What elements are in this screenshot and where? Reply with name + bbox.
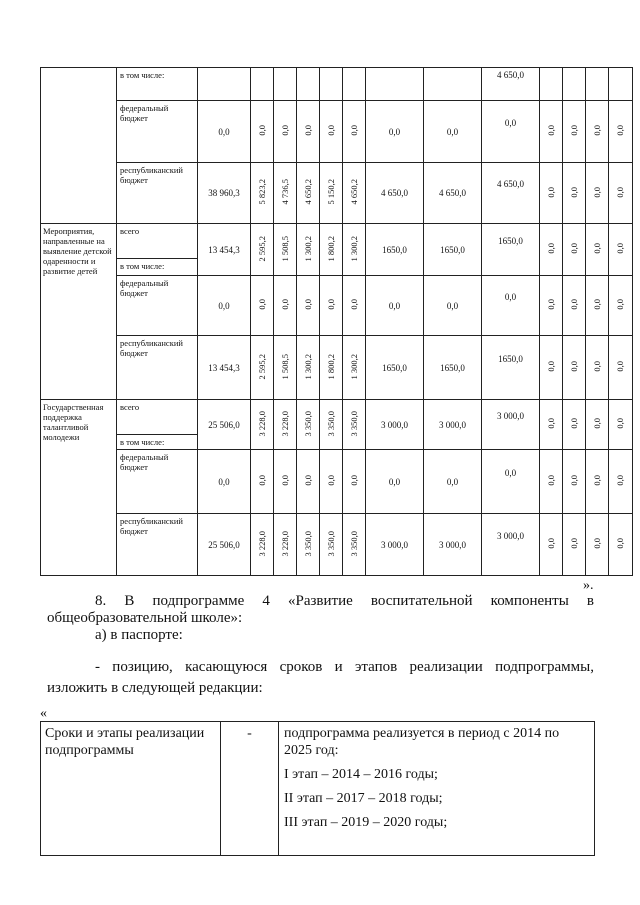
year-cell [540,514,563,576]
year-cell [320,276,343,336]
table-row [41,336,633,400]
year-cell [586,450,609,514]
year-cell [609,224,633,276]
total-value: 0,0 [218,476,230,487]
year-value: 3 350,0 [348,530,359,557]
year-value: 0,0 [615,538,625,549]
year-cell [343,163,366,224]
year-value: 3 228,0 [279,530,290,557]
year-cell [274,101,297,163]
year-cell [366,276,424,336]
year-cell [274,276,297,336]
total-cell [198,450,251,514]
total-cell [198,514,251,576]
year-value: 0,0 [615,125,625,136]
closing-quote: ». [583,578,594,593]
year-cell [482,336,540,400]
year-cell [540,450,563,514]
year-value: 0,0 [348,475,359,486]
year-value: 0,0 [256,125,267,136]
funding-source-cell [117,68,198,101]
year-cell [297,163,320,224]
passport-value-line: III этап – 2019 – 2020 годы; [284,815,448,830]
total-cell [198,336,251,400]
table-row [41,101,633,163]
year-cell [274,450,297,514]
total-cell [198,400,251,450]
year-value: 0,0 [279,299,290,310]
year-value: 0,0 [388,476,401,487]
year-cell [366,450,424,514]
year-cell [343,400,366,450]
year-value: 1 800,2 [325,353,336,380]
funding-source-cell [117,101,198,163]
year-value: 0,0 [279,475,290,486]
program-name-cell [41,400,117,576]
year-value: 1 508,5 [279,353,290,380]
year-value: 3 000,0 [497,410,524,421]
year-value: 3 000,0 [497,530,524,541]
year-cell [563,68,586,101]
year-value: 3 000,0 [439,419,466,430]
year-cell [563,163,586,224]
year-cell [274,514,297,576]
year-cell [482,68,540,101]
year-value: 0,0 [615,299,625,310]
year-value: 0,0 [568,361,579,372]
year-cell [320,514,343,576]
funding-source: всего [117,224,197,259]
year-value: 3 000,0 [439,539,466,550]
year-cell [424,68,482,101]
year-value: 0,0 [568,299,579,310]
funding-source-cell [117,276,198,336]
year-cell [297,514,320,576]
year-value: 0,0 [615,186,625,198]
year-value: 1 508,5 [279,235,290,262]
funding-source-cell [117,224,198,276]
year-value: 0,0 [591,186,602,198]
year-cell [540,224,563,276]
table-row [41,68,633,101]
year-cell [251,101,274,163]
year-cell [251,514,274,576]
year-cell [274,400,297,450]
funding-source-cell [117,514,198,576]
year-value: 0,0 [256,475,267,486]
year-cell [320,450,343,514]
year-cell [482,276,540,336]
year-value: 3 000,0 [381,539,408,550]
year-cell [251,68,274,101]
year-cell [320,68,343,101]
year-cell [424,336,482,400]
year-cell [366,336,424,400]
year-cell [609,163,633,224]
year-value: 0,0 [545,418,556,429]
year-cell [366,68,424,101]
year-cell [586,276,609,336]
funding-source-cell [117,450,198,514]
table-row [41,163,633,224]
table-row [41,224,633,276]
year-cell [343,450,366,514]
year-cell [297,400,320,450]
year-value: 1650,0 [498,235,523,246]
year-value: 1650,0 [498,353,523,364]
year-cell [320,101,343,163]
year-cell [540,163,563,224]
year-cell [609,336,633,400]
year-value: 0,0 [568,475,579,486]
year-cell [424,163,482,224]
year-cell [586,400,609,450]
year-cell [343,224,366,276]
year-cell [540,336,563,400]
budget-table [40,67,633,576]
year-cell [366,514,424,576]
year-value: 0,0 [615,243,625,254]
year-value: 0,0 [504,117,517,128]
year-cell [424,224,482,276]
year-value: 2 595,2 [256,353,267,380]
year-cell [609,101,633,163]
year-value: 0,0 [545,186,556,198]
year-cell [297,336,320,400]
year-cell [609,514,633,576]
year-cell [540,101,563,163]
total-value: 25 506,0 [208,419,240,430]
funding-source: республиканский бюджет [120,165,183,185]
year-value: 0,0 [446,300,459,311]
year-cell [343,276,366,336]
year-cell [609,400,633,450]
table-row [41,450,633,514]
total-value: 13 454,3 [208,362,240,373]
year-value: 0,0 [545,538,556,549]
year-value: 4 736,5 [279,179,290,205]
funding-source: федеральный бюджет [120,103,169,123]
year-value: 0,0 [591,418,602,429]
year-value: 1650,0 [382,244,407,255]
year-cell [297,224,320,276]
funding-source: федеральный бюджет [120,278,169,298]
funding-source: республиканский бюджет [120,338,183,358]
table-row [41,514,633,576]
year-value: 0,0 [348,299,359,310]
paragraph-8-line2: общеобразовательной школе»: [47,610,243,626]
year-value: 3 350,0 [348,410,359,437]
year-value: 1 300,2 [348,235,359,262]
position-line2: изложить в следующей редакции: [47,680,263,696]
year-value: 3 350,0 [325,530,336,557]
paragraph-8-line1: 8. В подпрограмме 4 «Развитие воспитательной компоненты в [95,593,594,609]
table-row [41,400,633,450]
year-cell [563,101,586,163]
year-cell [343,101,366,163]
year-cell [320,400,343,450]
year-value: 0,0 [279,125,290,136]
year-cell [424,276,482,336]
year-cell [274,68,297,101]
year-cell [586,68,609,101]
total-value: 38 960,3 [208,188,240,198]
year-cell [563,514,586,576]
year-value: 0,0 [302,299,313,310]
year-cell [320,163,343,224]
funding-source: всего [117,400,197,435]
year-value: 0,0 [446,126,459,137]
year-value: 0,0 [325,475,336,486]
table-row [41,276,633,336]
year-value: 0,0 [591,361,602,372]
year-value: 4 650,2 [348,179,359,205]
year-value: 0,0 [446,476,459,487]
year-cell [586,101,609,163]
funding-source-sub: в том числе: [120,437,165,447]
year-cell [251,450,274,514]
year-value: 4 650,0 [381,188,408,198]
funding-source: федеральный бюджет [120,452,169,472]
year-value: 0,0 [591,125,602,136]
year-value: 0,0 [591,243,602,254]
year-cell [366,224,424,276]
total-value: 0,0 [218,300,230,311]
year-value: 0,0 [615,361,625,372]
total-cell [198,101,251,163]
passport-value-line: II этап – 2017 – 2018 годы; [284,791,443,806]
year-value: 0,0 [545,475,556,486]
total-cell [198,276,251,336]
item-a: а) в паспорте: [95,627,183,643]
total-value: 25 506,0 [208,539,240,550]
funding-source-sub: в том числе: [120,261,165,271]
program-name: Мероприятия, направленные на выявление детской одаренности и развитие детей [43,226,112,276]
year-cell [366,163,424,224]
total-cell [198,163,251,224]
year-cell [563,400,586,450]
year-value: 0,0 [504,291,517,302]
year-cell [343,514,366,576]
year-cell [343,68,366,101]
open-quote: « [40,706,47,721]
year-cell [274,163,297,224]
year-cell [482,400,540,450]
year-value: 0,0 [302,125,313,136]
year-value: 0,0 [545,299,556,310]
program-name: Государственная поддержка талантливой молодежи [43,402,104,442]
funding-source-cell [117,336,198,400]
year-value: 0,0 [615,418,625,429]
year-cell [297,450,320,514]
year-value: 1 300,2 [302,235,313,262]
position-line1: - позицию, касающуюся сроков и этапов реализации подпрограммы, [95,659,594,675]
year-value: 0,0 [545,361,556,372]
year-cell [540,400,563,450]
year-cell [609,276,633,336]
year-value: 3 350,0 [325,410,336,437]
year-cell [297,101,320,163]
year-value: 3 350,0 [302,410,313,437]
year-value: 0,0 [388,126,401,137]
year-cell [343,336,366,400]
year-cell [482,163,540,224]
year-cell [586,514,609,576]
year-value: 0,0 [591,299,602,310]
year-value: 5 823,2 [256,179,267,205]
funding-source-cell [117,163,198,224]
year-value: 0,0 [325,299,336,310]
year-cell [563,276,586,336]
passport-value [279,722,595,856]
year-cell [366,400,424,450]
funding-source-cell [117,400,198,450]
year-cell [586,224,609,276]
year-cell [586,163,609,224]
total-value: 0,0 [218,126,230,137]
funding-source: в том числе: [120,70,165,80]
passport-value-line: I этап – 2014 – 2016 годы; [284,767,438,782]
year-value: 2 595,2 [256,235,267,262]
year-cell [297,68,320,101]
year-cell [297,276,320,336]
year-value: 0,0 [615,475,625,486]
year-cell [424,514,482,576]
year-cell [563,224,586,276]
year-cell [251,224,274,276]
year-value: 5 150,2 [325,179,336,205]
year-cell [251,163,274,224]
passport-table [40,721,595,856]
year-value: 1 300,2 [302,353,313,380]
year-value: 4 650,0 [497,70,524,80]
year-cell [251,276,274,336]
year-cell [609,450,633,514]
year-cell [320,224,343,276]
year-cell [251,336,274,400]
year-value: 0,0 [504,467,517,478]
year-cell [482,450,540,514]
year-cell [540,68,563,101]
year-value: 0,0 [568,186,579,198]
year-value: 0,0 [568,538,579,549]
year-value: 0,0 [256,299,267,310]
program-name-cell [41,68,117,224]
year-value: 0,0 [388,300,401,311]
year-cell [482,224,540,276]
year-cell [424,400,482,450]
year-value: 3 000,0 [381,419,408,430]
year-value: 1650,0 [440,362,465,373]
year-value: 0,0 [568,243,579,254]
funding-source: республиканский бюджет [120,516,183,536]
passport-label: Сроки и этапы реализации подпрограммы [41,722,221,856]
year-value: 4 650,0 [439,188,466,198]
year-value: 3 228,0 [256,410,267,437]
year-value: 0,0 [568,418,579,429]
year-value: 3 228,0 [256,530,267,557]
year-value: 0,0 [591,538,602,549]
year-cell [424,101,482,163]
year-cell [274,336,297,400]
passport-value-line: подпрограмма реализуется в период с 2014 по 2025 год: [284,726,560,758]
year-cell [274,224,297,276]
year-value: 1 300,2 [348,353,359,380]
program-name-cell [41,224,117,400]
year-value: 0,0 [545,125,556,136]
year-value: 1650,0 [382,362,407,373]
year-cell [320,336,343,400]
total-cell [198,224,251,276]
year-cell [424,450,482,514]
year-value: 3 350,0 [302,530,313,557]
year-value: 3 228,0 [279,410,290,437]
year-value: 0,0 [545,243,556,254]
total-cell [198,68,251,101]
year-cell [609,68,633,101]
year-value: 0,0 [302,475,313,486]
year-value: 4 650,2 [302,179,313,205]
year-value: 0,0 [348,125,359,136]
year-cell [563,450,586,514]
year-value: 1650,0 [440,244,465,255]
year-value: 4 650,0 [497,179,524,189]
year-cell [540,276,563,336]
year-cell [563,336,586,400]
year-value: 1 800,2 [325,235,336,262]
year-cell [482,514,540,576]
year-value: 0,0 [591,475,602,486]
year-cell [366,101,424,163]
year-value: 0,0 [568,125,579,136]
year-cell [586,336,609,400]
year-value: 0,0 [325,125,336,136]
year-cell [482,101,540,163]
year-cell [251,400,274,450]
passport-dash: - [221,722,279,856]
total-value: 13 454,3 [208,244,240,255]
